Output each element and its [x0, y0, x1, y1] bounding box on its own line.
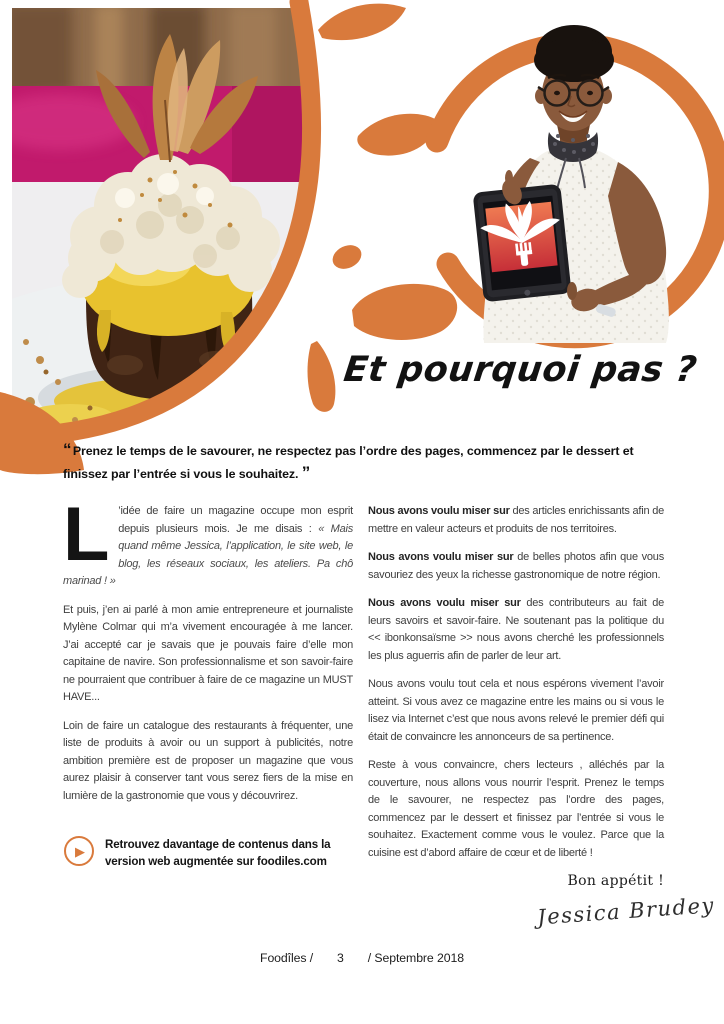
left-paragraph-3: Loin de faire un catalogue des restaurants à fréquenter, une liste de produits à avoir ou un support à publicités, notre ambition première est de proposer un magazine que vous aurez plaisir à conserver tant vous serez fiers de la mise en lumière de la gastronomie que vous y découvrirez. — [63, 719, 353, 802]
sun-collage-artwork — [0, 0, 724, 480]
right-column — [368, 503, 664, 891]
left-paragraph-1: L ’idée de faire un magazine occupe mon esprit depuis plusieurs mois. Je me disais : « Mais quand même Jessica, l’application, le site web, le blog, les réseaux sociaux, les ateliers. Pa chô marinad ! » — [63, 492, 353, 587]
sun-petal-large — [352, 284, 457, 340]
tablet — [473, 184, 572, 303]
lead-in-bold: Nous avons voulu miser sur — [368, 597, 521, 609]
right-paragraph-4: Nous avons voulu tout cela et nous espérons vivement l’avoir atteint. Si vous avez ce magazine entre les mains ou si vous le lisez via Internet c’est que nous avons relevé le premier défi qui était de convaincre les annonceurs de sa pertinence. — [368, 678, 664, 743]
quote-open-mark: “ — [63, 440, 70, 459]
quote-close-mark: ” — [301, 463, 309, 482]
web-callout — [64, 836, 369, 870]
page-title: Et pourquoi pas ? — [341, 350, 700, 390]
right-paragraph-2: Nous avons voulu miser sur de belles photos afin que vous savouriez des yeux la richesse gastronomique de notre région. — [368, 551, 664, 581]
right-paragraph-1: Nous avons voulu miser sur des articles enrichissants afin de mettre en valeur acteurs et produits de nos territoires. — [368, 505, 665, 535]
bon-appetit: Bon appétit ! — [567, 873, 664, 889]
footer-page-number: 3 — [337, 951, 344, 965]
left-column — [63, 492, 353, 816]
pull-quote-text: Prenez le temps de le savourer, ne respectez pas l’ordre des pages, commencez par le dessert et finissez par l’entrée si vous le souhaitez. — [63, 444, 634, 481]
callout-text: Retrouvez davantage de contenus dans la version web augmentée sur foodiles.com — [105, 838, 331, 868]
signature: Jessica Brudey — [536, 893, 716, 930]
page-footer — [0, 951, 724, 965]
play-arrow-icon: ▶ — [64, 836, 94, 866]
footer-date: / Septembre 2018 — [367, 951, 464, 965]
lead-in-bold: Nous avons voulu miser sur — [368, 551, 514, 563]
right-paragraph-3: Nous avons voulu miser sur des contributeurs au fait de leurs savoirs et savoir-faire. Ne soutenant pas la politique du << ibonkonsaïsme >> nous avons cherché les professionnels les plus aguerris afin de parler de leur art. — [368, 597, 664, 662]
pull-quote — [63, 439, 669, 485]
left-paragraph-2: Et puis, j’en ai parlé à mon amie entrepreneure et journaliste Mylène Colmar qui m’a vivement encouragée à me lancer. J’ai accepté car je savais que je pouvais faire d’elle mon capitaine de navire. Son professionnalisme et son savoir-faire ne pourraient que contribuer à faire de ce magazine un MUST HAVE... — [63, 603, 353, 703]
lead-in-bold: Nous avons voulu miser sur — [368, 505, 510, 517]
dropcap: L — [63, 492, 110, 577]
footer-magazine-name: Foodîles / — [260, 951, 314, 965]
right-paragraph-5: Reste à vous convaincre, chers lecteurs , alléchés par la couverture, nous allons vous nourrir l’esprit. Prenez le temps de le savourer, ne respectez pas l’ordre des pages, commencez par le dessert et finissez par l’entrée si vous le souhaitez. Exactement comme vous le voulez. Parce que la cuisine est d’abord affaire de cœur et de liberté ! — [368, 759, 664, 859]
